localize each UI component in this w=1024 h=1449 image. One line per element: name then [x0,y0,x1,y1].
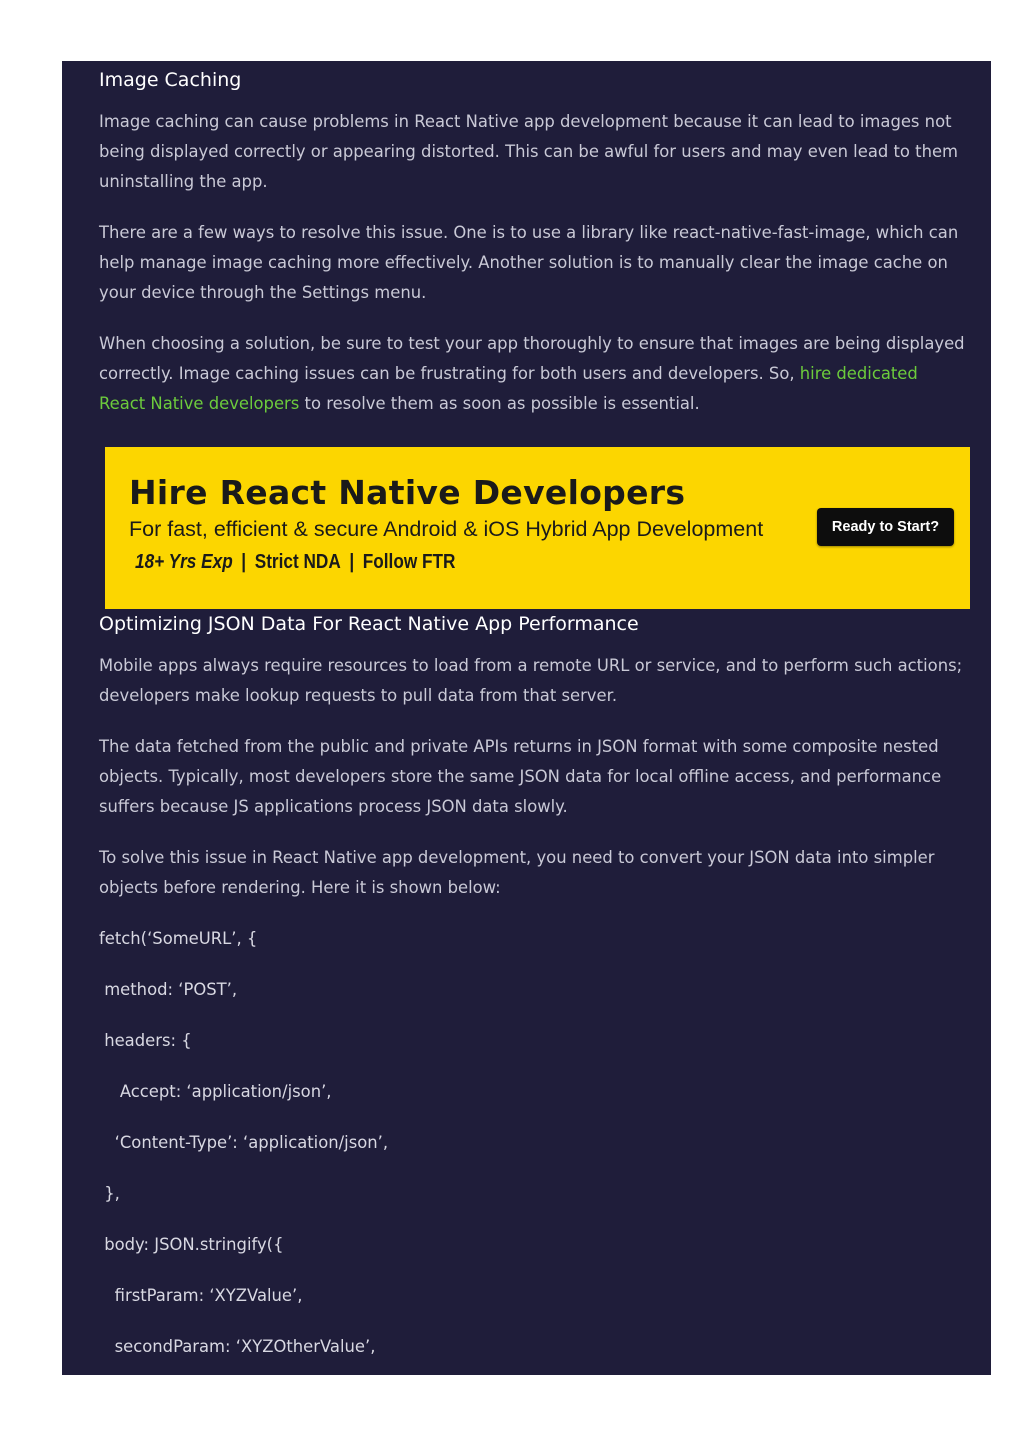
article-body [62,61,991,1375]
hire-developers-banner[interactable] [105,447,970,609]
code-line: firstParam: ‘XYZValue’, [99,1286,303,1305]
code-line: }, [99,1184,120,1203]
paragraph-text: When choosing a solution, be sure to test your app thoroughly to ensure that images are being displayed correctly. Image caching issues can be frustrating for both users and developers. So, [99,334,965,383]
stat-separator: | [349,551,355,573]
stat-separator: | [241,551,247,573]
code-line: method: ‘POST’, [99,980,238,999]
paragraph: The data fetched from the public and private APIs returns in JSON format with some composite nested objects. Typically, most developers store the same JSON data for local offline access, and performance suffers because JS applications process JSON data slowly. [99,737,942,816]
code-line: secondParam: ‘XYZOtherValue’, [99,1337,376,1356]
code-line: fetch(‘SomeURL’, { [99,929,258,948]
section-heading-json-optimization: Optimizing JSON Data For React Native App Performance [99,613,639,635]
section-heading-image-caching: Image Caching [99,69,242,91]
code-line: ‘Content-Type’: ‘application/json’, [99,1133,389,1152]
banner-subtitle: For fast, efficient & secure Android & iOS Hybrid App Development [129,517,764,541]
paragraph: Image caching can cause problems in React Native app development because it can lead to images not being displayed correctly or appearing distorted. This can be awful for users and may even lead to them uninstalling the app. [99,112,959,191]
banner-title: Hire React Native Developers [129,473,686,512]
stat-ftr: Follow FTR [362,551,456,573]
ready-to-start-button[interactable]: Ready to Start? [817,508,954,546]
code-line: Accept: ‘application/json’, [99,1082,332,1101]
paragraph-text: to resolve them as soon as possible is essential. [299,394,700,413]
code-line: headers: { [99,1031,192,1050]
paragraph [99,329,965,419]
hire-developers-link[interactable]: hire dedicated React Native developers [99,364,918,413]
banner-stats [135,551,455,574]
code-line: body: JSON.stringify({ [99,1235,284,1254]
paragraph: Mobile apps always require resources to load from a remote URL or service, and to perform such actions; developers make lookup requests to pull data from that server. [99,656,963,705]
paragraph: There are a few ways to resolve this issue. One is to use a library like react-native-fast-image, which can help manage image caching more effectively. Another solution is to manually clear the image cache on your device through the Settings menu. [99,223,959,302]
paragraph: To solve this issue in React Native app development, you need to convert your JSON data into simpler objects before rendering. Here it is shown below: [99,848,935,897]
stat-experience: 18+ Yrs Exp [135,551,233,573]
stat-nda: Strict NDA [254,551,341,573]
